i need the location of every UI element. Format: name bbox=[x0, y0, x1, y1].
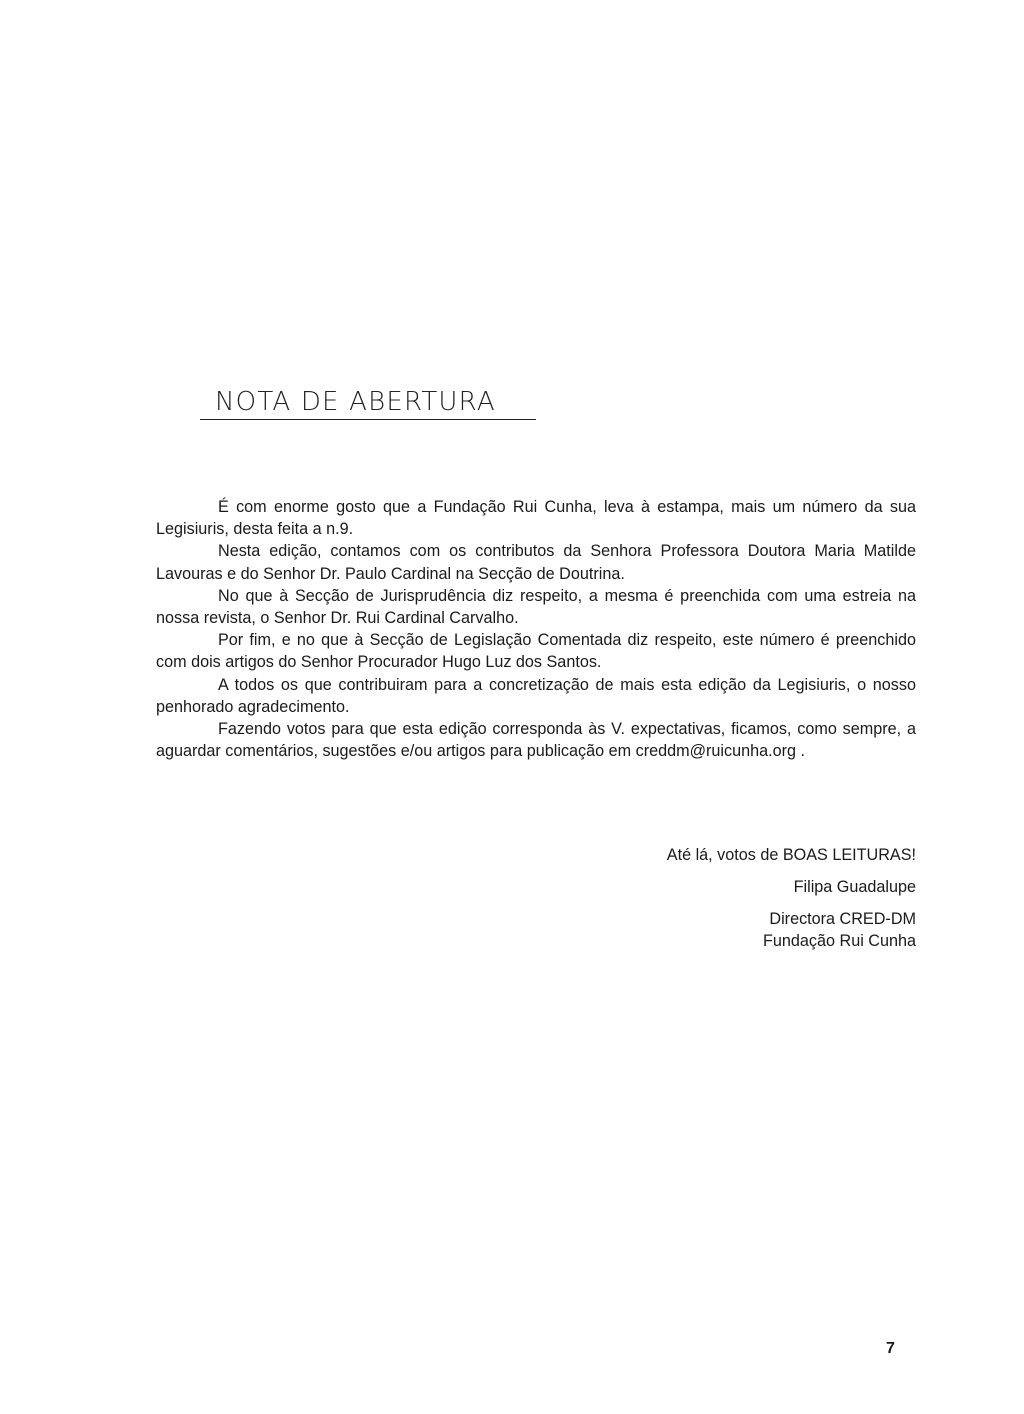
paragraph-jurisprudencia: No que à Secção de Jurisprudência diz respeito, a mesma é preenchida com uma estreia na nossa revista, o Senhor Dr. Rui Cardinal Carvalho. bbox=[156, 586, 916, 628]
signer-title: Directora CRED-DM bbox=[769, 910, 916, 928]
paragraph-votos: Fazendo votos para que esta edição corresponda às V. expectativas, ficamos, como sempre, a aguardar comentários, sugestões e/ou artigos para publicação em creddm@ruicunha.org . bbox=[156, 720, 916, 761]
closing-block bbox=[667, 844, 916, 952]
body-text bbox=[156, 496, 916, 762]
signer-organization: Fundação Rui Cunha bbox=[763, 932, 916, 950]
heading-underline bbox=[200, 386, 536, 420]
paragraph-agradecimento: A todos os que contribuiram para a concretização de mais esta edição da Legisiuris, o nosso penhorado agradecimento. bbox=[156, 675, 916, 716]
page-number: 7 bbox=[886, 1340, 895, 1357]
paragraph-intro: É com enorme gosto que a Fundação Rui Cunha, leva à estampa, mais um número da sua Legisiuris, desta feita a n.9. bbox=[156, 498, 916, 539]
signer-name: Filipa Guadalupe bbox=[793, 878, 916, 896]
paragraph-doutrina: Nesta edição, contamos com os contributos da Senhora Professora Doutora Maria Matilde Lavouras e do Senhor Dr. Paulo Cardinal na Secção de Doutrina. bbox=[156, 542, 916, 583]
page-title: NOTA DE ABERTURA bbox=[215, 387, 496, 417]
paragraph-legislacao: Por fim, e no que à Secção de Legislação Comentada diz respeito, este número é preenchido com dois artigos do Senhor Procurador Hugo Luz dos Santos. bbox=[156, 631, 916, 672]
closing-greeting: Até lá, votos de BOAS LEITURAS! bbox=[666, 846, 916, 864]
